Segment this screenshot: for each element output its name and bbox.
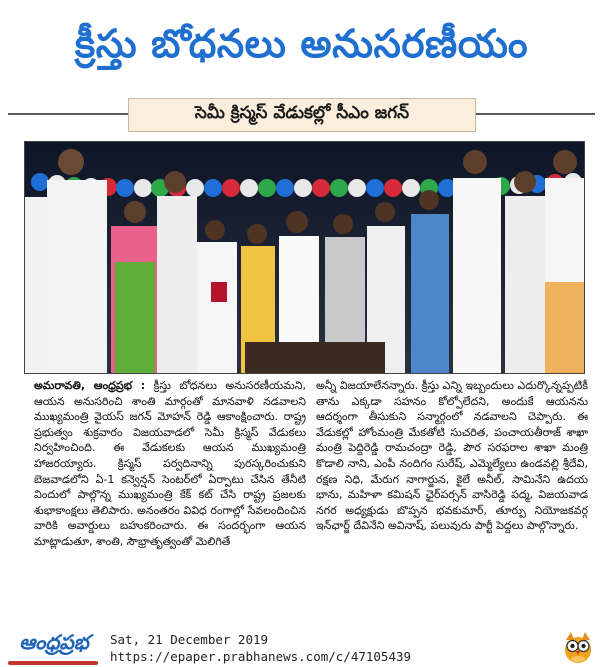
cake-table: [245, 342, 385, 373]
dateline: అమరావతి, ఆంధ్రప్రభ :: [34, 379, 146, 392]
logo-swoosh: [8, 661, 98, 665]
event-photo-icon: [25, 142, 584, 373]
article-url[interactable]: https://epaper.prabhanews.com/c/47105439: [110, 649, 412, 664]
article-text-1: క్రీస్తు బోధనలు అనుసరణీయమని, ఆయన అనుసరించి శాంతి మార్గంతో మానవాళి నడవాలని ముఖ్యమంత్రి వైయస్ జగన్ మోహన్ రెడ్డి ఆకాంక్షించారు. రాష్ట్ర ప్రభుత్వం శుక్రవారం విజయవాడలో సెమీ క్రిస్మస్ వేడుకలు నిర్వహించింది. ఈ వేడుకలకు ఆయన ముఖ్యమంత్రి హాజరయ్యారు. క్రిస్మస్ పర్వదినాన్ని పురస్కరించుకుని బెజవాడలోని ఏ-1 కన్వెన్షన్ సెంటర్‌లో ఏర్పాటు చేసిన తేనీటి విందులో పాల్గొన్న ముఖ్యమంత్రి కేక్ కట్ చేసి రాష్ట్ర ప్రజలకు శుభాకాంక్షలు తెలిపారు. అనంతరం వివిధ రంగాల్లో సేవలందించిన వారికి అవార్డులు బహుకరించారు. ఈ సందర్భంగా ఆయన మాట్లాడుతూ, శాంతి, సౌభ్రాతృత్వంతో మెలిగితే: [34, 379, 306, 548]
event-photo: [24, 141, 585, 374]
footer: [0, 622, 603, 667]
article-body: [34, 378, 588, 618]
headline: క్రీస్తు బోధనలు అనుసరణీయం: [74, 22, 529, 67]
owl-icon: [563, 630, 593, 664]
subheadline-bar: [0, 96, 603, 132]
subheadline: సెమీ క్రిస్మస్ వేడుకల్లో సీఎం జగన్: [128, 98, 476, 132]
publication-logo[interactable]: [6, 626, 102, 662]
publication-logo-text: ఆంధ్రప్రభ: [19, 629, 89, 654]
publication-date: Sat, 21 December 2019: [110, 632, 269, 647]
article-column-1: [34, 378, 306, 618]
article-column-2: [316, 378, 588, 618]
article-text-2: అన్నీ విజయాలేనన్నారు. క్రీస్తు ఎన్ని ఇబ్బందులు ఎదుర్కొన్నప్పటికీ తాను ఎక్కడా సహనం కోల్పోలేదని, అందుకే ఆయనను ఆదర్శంగా తీసుకుని సన్మార్గంలో నడవాలని చెప్పారు. ఈ వేడుకల్లో హోంమంత్రి మేకతోటి సుచరిత, పంచాయతీరాజ్ శాఖా మంత్రి పెద్దిరెడ్డి రామచంద్రా రెడ్డి, పౌర సరఫరాల శాఖా మంత్రి కొడాలి నాని, ఎంపీ నందిగం సురేష్, ఎమ్మెల్యేలు ఉండవల్లి శ్రీదేవి, రక్షణ నిధి, మేరుగ నాగార్జున, కైలే అనీల్, సామినేని ఉదయ భాను, మహిళా కమిషన్ ఛైర్‌పర్సన్ వాసిరెడ్డి పద్మ, విజయవాడ నగర అధ్యక్షుడు బొప్పన భవకుమార్, తూర్పు నియోజకవర్గ ఇన్‌ఛార్జ్ దేవినేని అవినాష్, పలువురు పార్టీ పెద్దలు పాల్గొన్నారు.: [316, 379, 588, 533]
